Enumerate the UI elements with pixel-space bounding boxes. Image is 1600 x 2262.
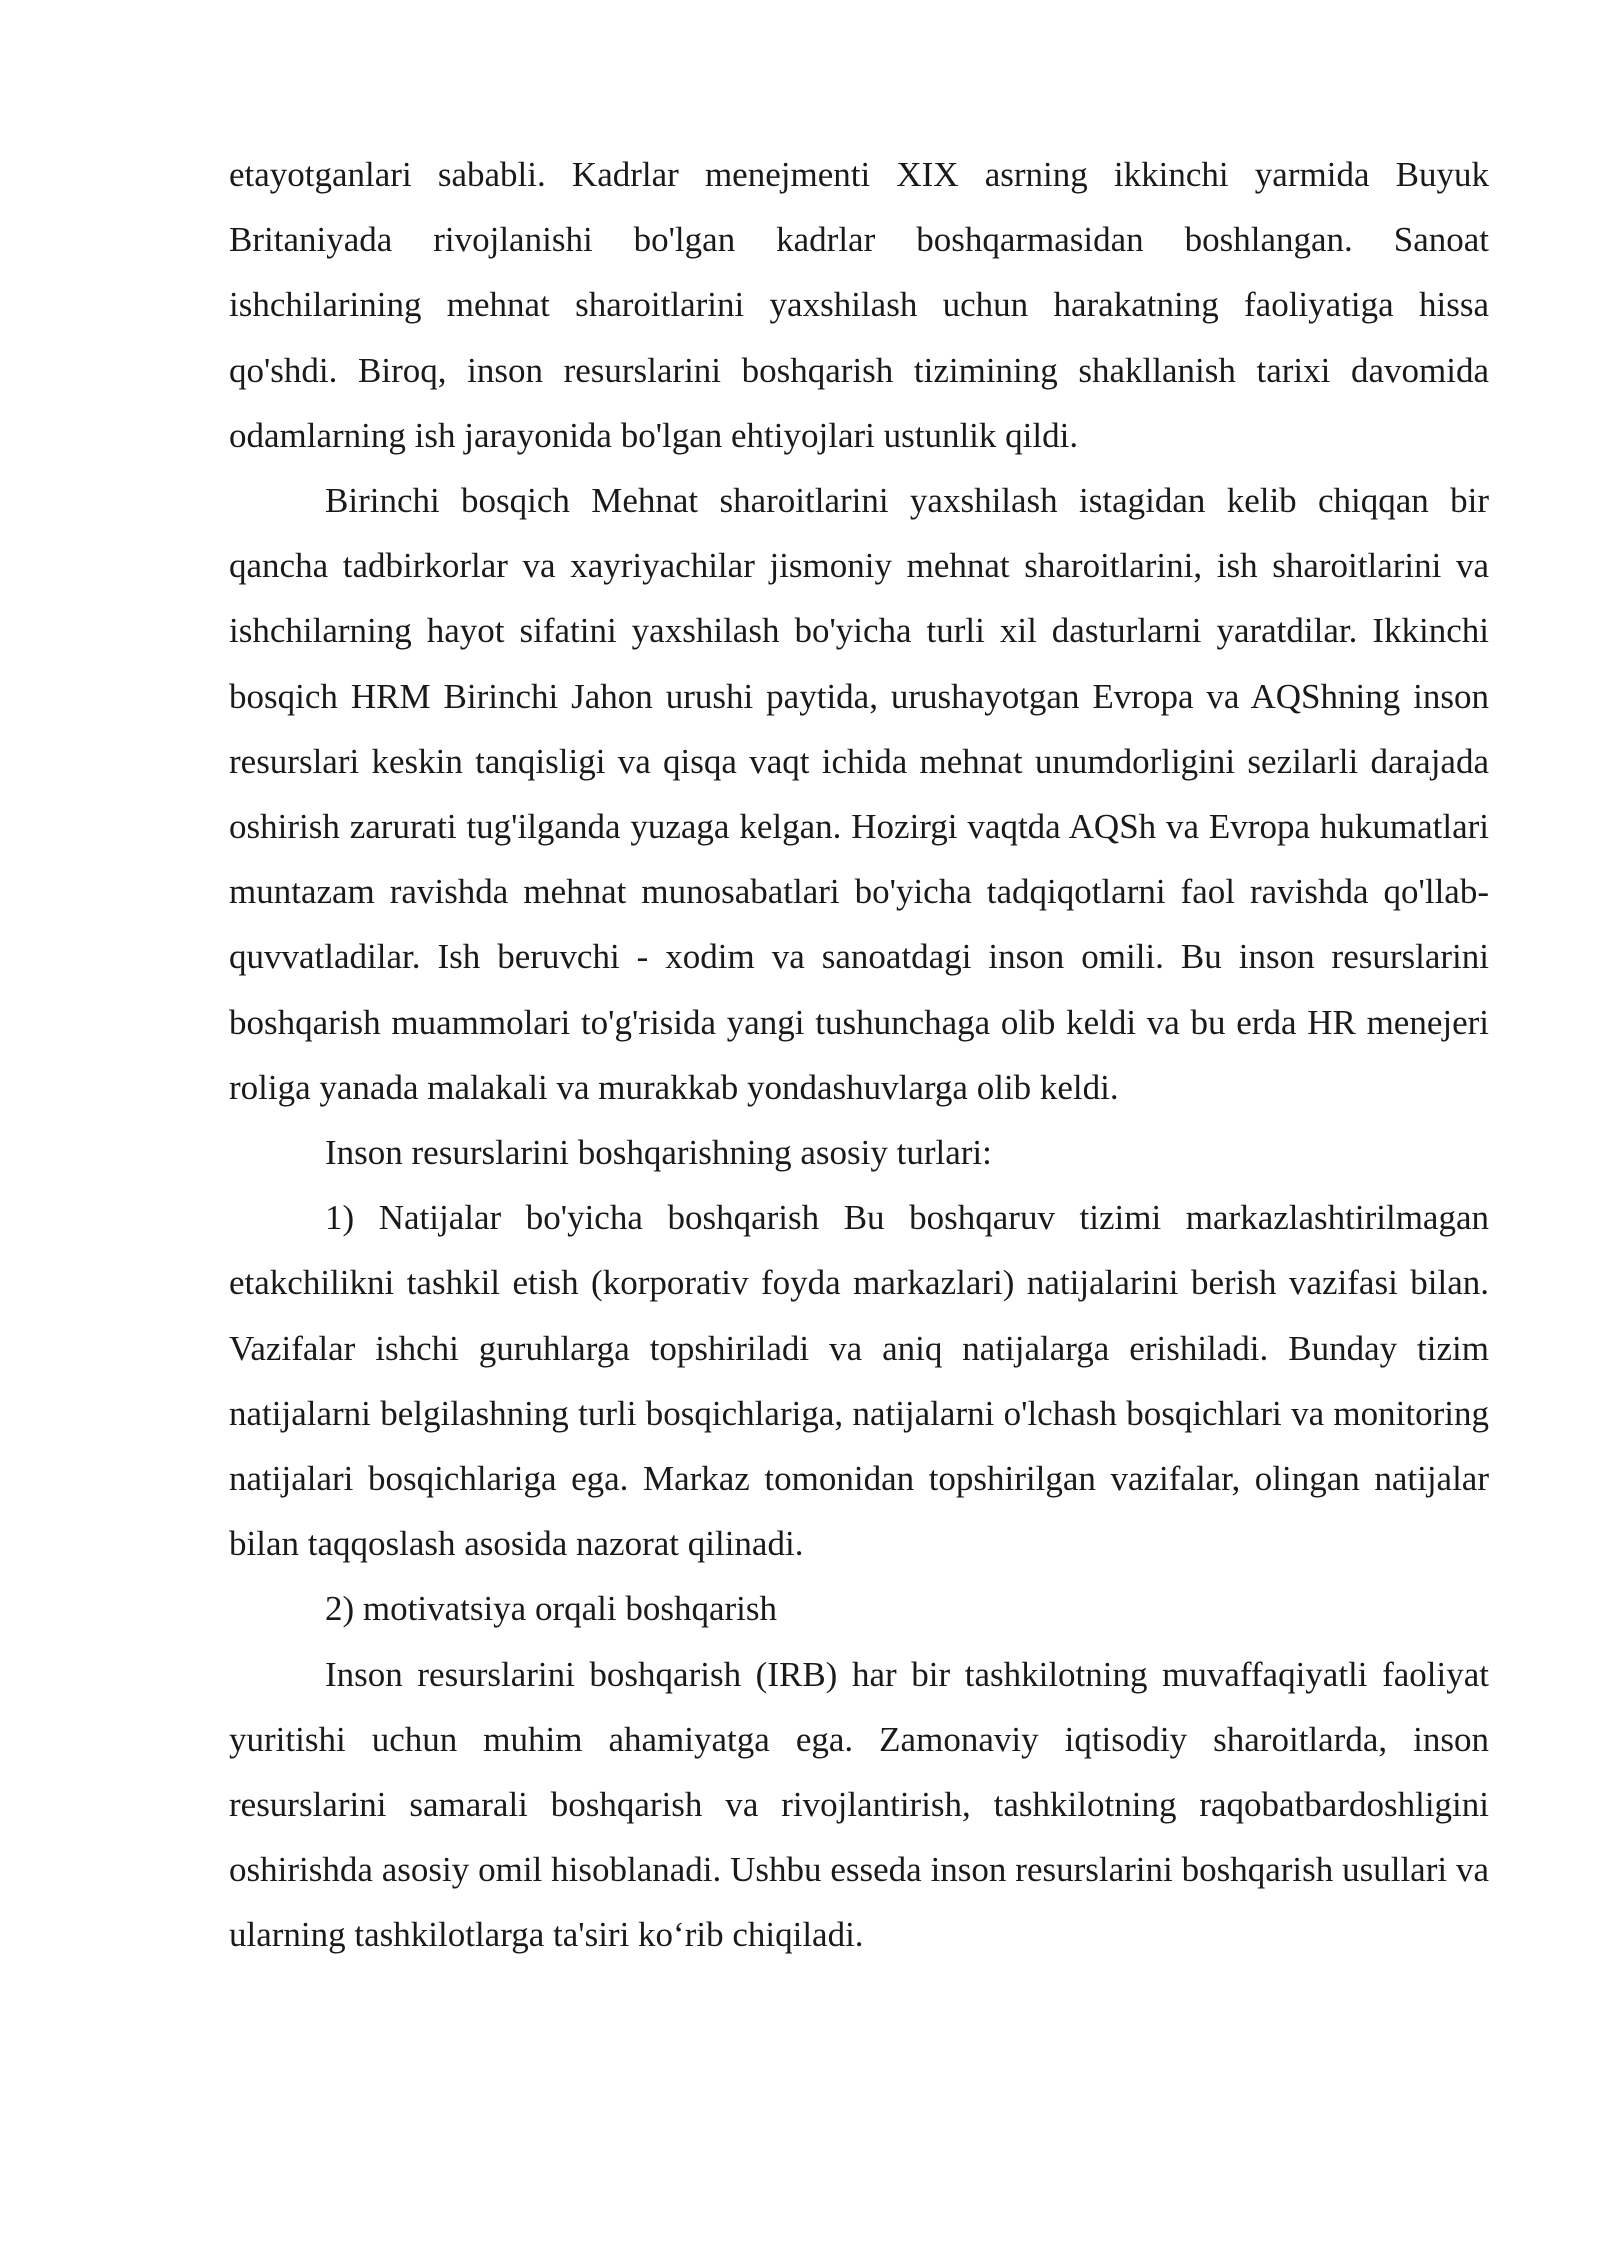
paragraph-management-by-results: 1) Natijalar bo'yicha boshqarish Bu boshqaruv tizimi markazlashtirilmagan etakchilikni tashkil etish (korporativ foyda markazlari) natijalarini berish vazifasi bilan. Vazifalar ishchi guruhlarga topshiriladi va aniq natijalarga erishiladi. Bunday tizim natijalarni belgilashning turli bosqichlariga, natijalarni o'lchash bosqichlari va monitoring natijalari bosqichlariga ega. Markaz tomonidan topshirilgan vazifalar, olingan natijalar bilan taqqoslash asosida nazorat qilinadi. xyxy=(229,1198,1489,1564)
document-body xyxy=(229,142,1489,1968)
paragraph-hrm-stages: Birinchi bosqich Mehnat sharoitlarini yaxshilash istagidan kelib chiqqan bir qancha tadbirkorlar va xayriyachilar jismoniy mehnat sharoitlarini, ish sharoitlarini va ishchilarning hayot sifatini yaxshilash bo'yicha turli xil dasturlarni yaratdilar. Ikkinchi bosqich HRM Birinchi Jahon urushi paytida, urushayotgan Evropa va AQShning inson resurslari keskin tanqisligi va qisqa vaqt ichida mehnat unumdorligini sezilarli darajada oshirish zarurati tug'ilganda yuzaga kelgan. Hozirgi vaqtda AQSh va Evropa hukumatlari muntazam ravishda mehnat munosabatlari bo'yicha tadqiqotlarni faol ravishda qo'llab-quvvatladilar. Ish beruvchi - xodim va sanoatdagi inson omili. Bu inson resurslarini boshqarish muammolari to'g'risida yangi tushunchaga olib keldi va bu erda HR menejeri roliga yanada malakali va murakkab yondashuvlarga olib keldi. xyxy=(229,481,1489,1107)
paragraph-management-by-motivation: 2) motivatsiya orqali boshqarish xyxy=(325,1589,778,1629)
paragraph-hrm-types-heading: Inson resurslarini boshqarishning asosiy turlari: xyxy=(325,1133,992,1173)
paragraph-continuation: etayotganlari sababli. Kadrlar menejmenti XIX asrning ikkinchi yarmida Buyuk Britaniyada rivojlanishi bo'lgan kadrlar boshqarmasidan boshlangan. Sanoat ishchilarining mehnat sharoitlarini yaxshilash uchun harakatning faoliyatiga hissa qo'shdi. Biroq, inson resurslarini boshqarish tizimining shakllanish tarixi davomida odamlarning ish jarayonida bo'lgan ehtiyojlari ustunlik qildi. xyxy=(229,155,1489,455)
paragraph-hrm-importance: Inson resurslarini boshqarish (IRB) har bir tashkilotning muvaffaqiyatli faoliyat yuritishi uchun muhim ahamiyatga ega. Zamonaviy iqtisodiy sharoitlarda, inson resurslarini samarali boshqarish va rivojlantirish, tashkilotning raqobatbardoshligini oshirishda asosiy omil hisoblanadi. Ushbu esseda inson resurslarini boshqarish usullari va ularning tashkilotlarga ta'siri ko‘rib chiqiladi. xyxy=(229,1654,1489,1955)
